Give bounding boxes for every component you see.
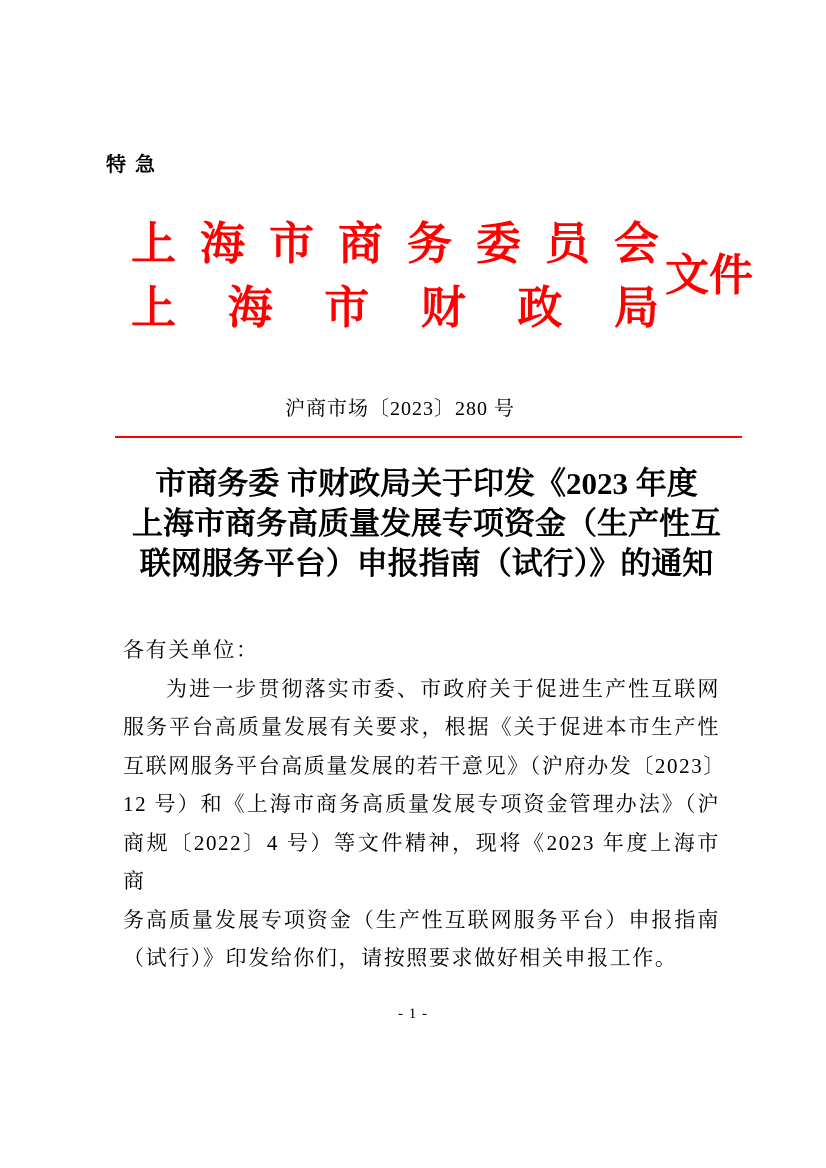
body-line: 为进一步贯彻落实市委、市政府关于促进生产性互联网 — [166, 676, 720, 701]
body-line: 12 号）和《上海市商务高质量发展专项资金管理办法》（沪 — [123, 792, 720, 816]
agency-name-commerce-commission: 上 海 市 商 务 委 员 会 — [131, 219, 659, 269]
document-body — [123, 631, 726, 978]
document-title-line-1: 市商务委 市财政局关于印发《2023 年度 — [155, 466, 698, 501]
body-line: 商规〔2022〕4 号）等文件精神，现将《2023 年度上海市商 — [123, 830, 720, 893]
page-number: - 1 - — [398, 1006, 428, 1022]
body-line: 服务平台高质量发展有关要求，根据《关于促进本市生产性 — [123, 715, 720, 739]
document-title-line-3: 联网服务平台）申报指南（试行）》的通知 — [139, 546, 714, 581]
document-title-line-2: 上海市商务高质量发展专项资金（生产性互 — [132, 506, 721, 541]
body-line: 互联网服务平台高质量发展的若干意见》（沪府办发〔2023〕 — [123, 753, 726, 778]
agency-name-finance-bureau: 上 海 市 财 政 局 — [131, 283, 659, 333]
salutation: 各有关单位： — [123, 638, 259, 662]
document-title — [100, 464, 753, 584]
body-line: （试行）》印发给你们，请按照要求做好相关申报工作。 — [123, 946, 678, 970]
document-reference-number: 沪商市场〔2023〕280 号 — [285, 398, 515, 420]
agency-names — [131, 221, 659, 332]
body-line: 务高质量发展专项资金（生产性互联网服务平台）申报指南 — [123, 907, 720, 932]
letterhead — [131, 221, 771, 332]
document-word-label: 文件 — [665, 251, 753, 300]
red-divider-line — [115, 436, 742, 438]
urgency-label: 特 急 — [106, 154, 157, 176]
